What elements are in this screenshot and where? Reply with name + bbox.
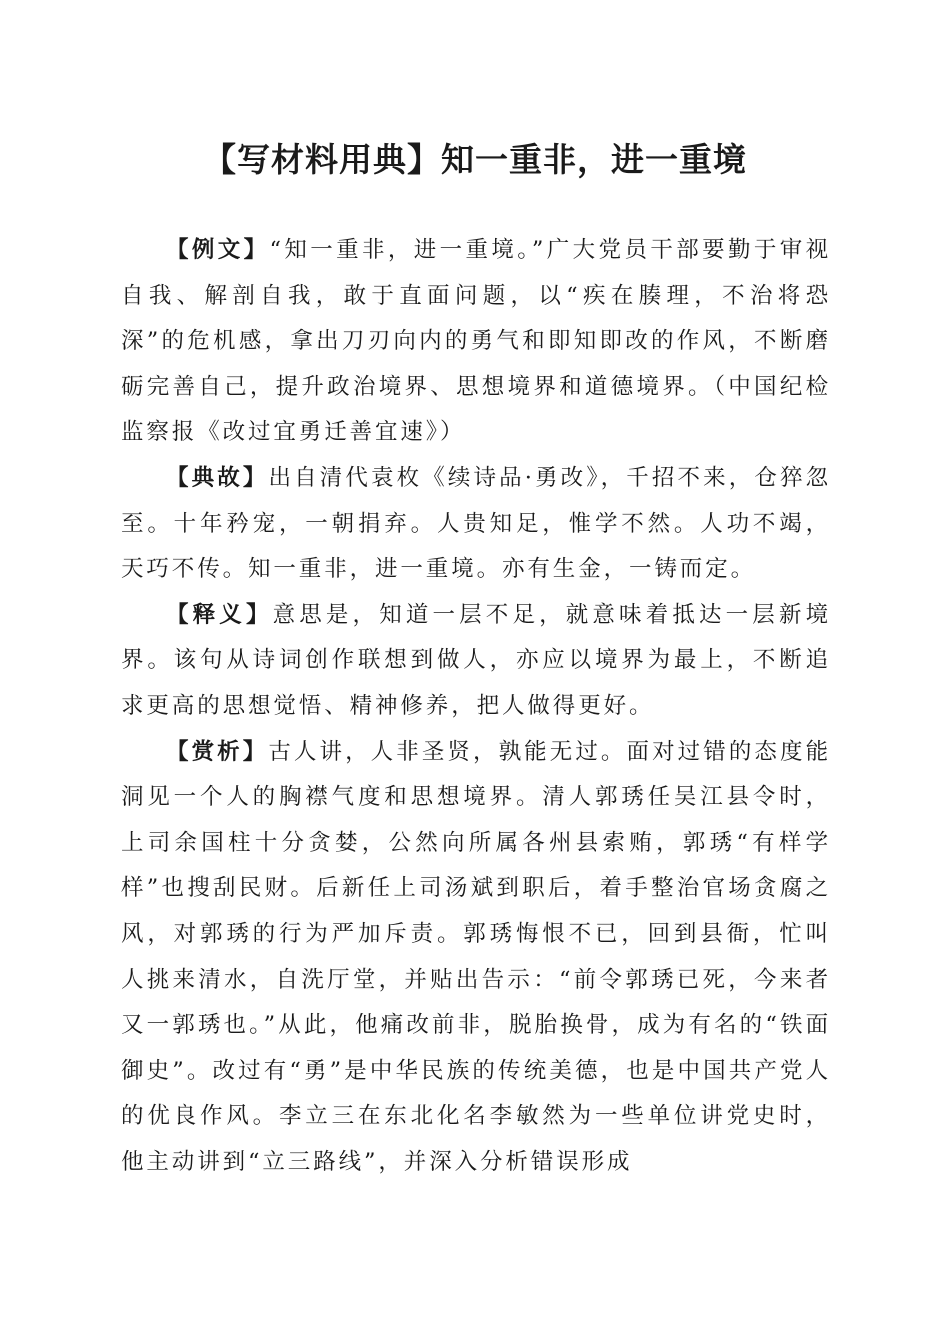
paragraph-appreciation — [121, 730, 831, 1186]
paragraph-tag: 【典故】 — [166, 464, 269, 491]
document-body — [121, 228, 831, 1185]
paragraph-allusion — [121, 456, 831, 593]
document-title: 【写材料用典】知一重非，进一重境 — [203, 140, 747, 179]
paragraph-tag: 【例文】 — [166, 237, 270, 263]
paragraph-text: 出自清代袁枚《续诗品·勇改》，千招不来，仓猝忽至。十年矜宠，一朝捐弃。人贵知足，惟学不然。人功不竭，天巧不传。知一重非，进一重境。亦有生金，一铸而定。 — [121, 464, 831, 583]
paragraph-example — [121, 228, 831, 456]
paragraph-text: “知一重非，进一重境。”广大党员干部要勤于审视自我、解剖自我，敢于直面问题，以“疾在腠理，不治将恐深”的危机感，拿出刀刃向内的勇气和即知即改的作风，不断磨砺完善自己，提升政治境界、思想境界和道德境界。（中国纪检监察报《改过宜勇迁善宜速》） — [121, 237, 831, 446]
paragraph-tag: 【释义】 — [166, 601, 273, 628]
paragraph-tag: 【赏析】 — [166, 738, 269, 765]
paragraph-text: 意思是，知道一层不足，就意味着抵达一层新境界。该句从诗词创作联想到做人，亦应以境界为最上，不断追求更高的思想觉悟、精神修养，把人做得更好。 — [121, 601, 831, 719]
paragraph-text: 古人讲，人非圣贤，孰能无过。面对过错的态度能洞见一个人的胸襟气度和思想境界。清人郭琇任吴江县令时，上司余国柱十分贪婪，公然向所属各州县索贿，郭琇“有样学样”也搜刮民财。后新任上司汤斌到职后，着手整治官场贪腐之风，对郭琇的行为严加斥责。郭琇悔恨不已，回到县衙，忙叫人挑来清水，自洗厅堂，并贴出告示：“前令郭琇已死，今来者又一郭琇也。”从此，他痛改前非，脱胎换骨，成为有名的“铁面御史”。改过有“勇”是中华民族的传统美德，也是中国共产党人的优良作风。李立三在东北化名李敏然为一些单位讲党史时，他主动讲到“立三路线”，并深入分析错误形成 — [121, 738, 831, 1175]
paragraph-meaning — [121, 593, 831, 730]
